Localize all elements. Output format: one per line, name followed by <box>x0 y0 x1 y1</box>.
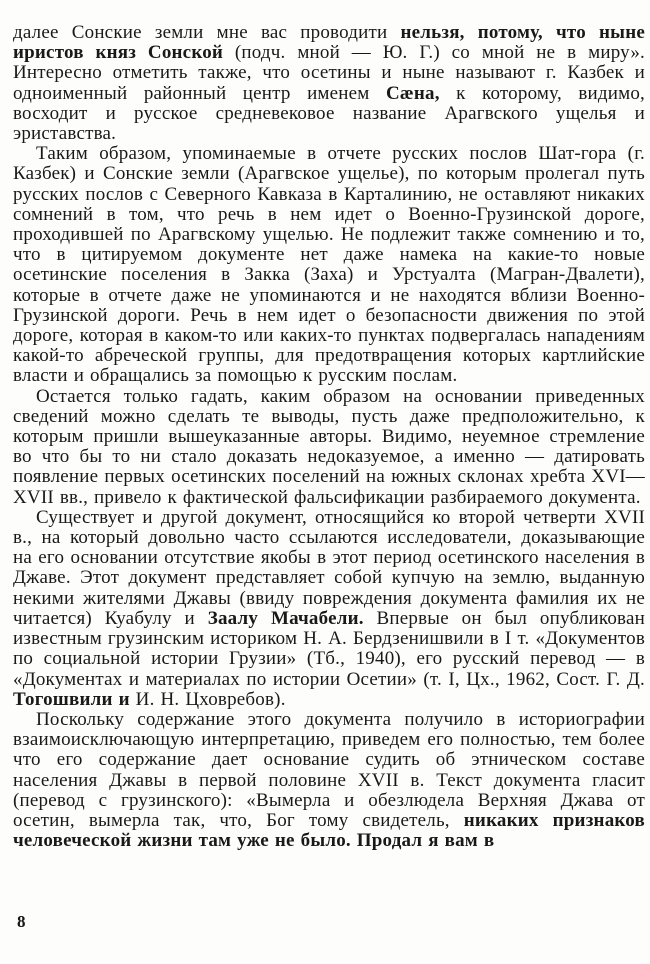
paragraph-5: Поскольку содержание этого документа получило в историографии взаимоисключающую интерпретацию, приведем его полностью, тем более что его содержание дает основание судить об этническом составе населения Джавы в первой половине XVII в. Текст документа гласит (перевод с грузинского): «Вымерла и обезлюдела Верхняя Джава от осетин, вымерла так, что, Бог тому свидетель, никаких признаков человеческой жизни там уже не было. Продал я вам в <box>13 708 645 852</box>
paragraph-3: Остается только гадать, каким образом на основании приведенных сведений можно сделать те выводы, пусть даже предположительно, к которым пришли вышеуказанные авторы. Видимо, неуемное стремление во что бы то ни стало доказать недоказуемое, а именно — датировать появление первых осетинских поселений на южных склонах хребта XVI—XVII вв., привело к фактической фальсификации разбираемого документа. <box>13 385 645 508</box>
paragraph-4: Существует и другой документ, относящийся ко второй четверти XVII в., на который довольно часто ссылаются исследователи, доказывающие на его основании отсутствие якобы в этот период осетинского населения в Джаве. Этот документ представляет собой купчую на землю, выданную некими жителями Джавы (ввиду повреждения документа фамилия их не читается) Куабулу и Заалу Мачабели. Впервые он был опубликован известным грузинским историком Н. А. Бердзенишвили в I т. «Документов по социальной истории Грузии» (Тб., 1940), его русский перевод — в «Документах и материалах по истории Осетии» (т. I, Цх., 1962, Сост. Г. Д. Тогошвили и И. Н. Цховребов). <box>13 506 645 710</box>
page-number: 8 <box>17 912 26 931</box>
paragraph-2: Таким образом, упоминаемые в отчете русских послов Шат-гора (г. Казбек) и Сонские земли (Арагвское ущелье), по которым пролегал путь русских послов с Северного Кавказа в Карталинию, не оставляют никаких сомнений в том, что речь в нем идет о Военно-Грузинской дороге, проходившей по Арагвскому ущелью. Не подлежит также сомнению и то, что в цитируемом документе нет даже намека на какие-то новые осетинские поселения в Закка (Заха) и Урстуалта (Магран-Двалети), которые в отчете даже не упоминаются и не находятся вблизи Военно-Грузинской дороги. Речь в нем идет о безопасности движения по этой дороге, которая в каком-то или каких-то пунктах подвергалась нападениям какой-то абреческой группы, для предотвращения которых картлийские власти и обращались за помощью к русским послам. <box>13 143 645 387</box>
paragraph-1: далее Сонские земли мне вас проводити нельзя, потому, что ныне иристов княз Сонской (подч. мной — Ю. Г.) со мной не в миру». Интересно отметить также, что осетины и ныне называют г. Казбек и одноименный районный центр именем Сæна, к которому, видимо, восходит и русское средневековое название Арагвского ущелья и эриставства. <box>13 22 646 145</box>
text-block <box>13 23 645 851</box>
